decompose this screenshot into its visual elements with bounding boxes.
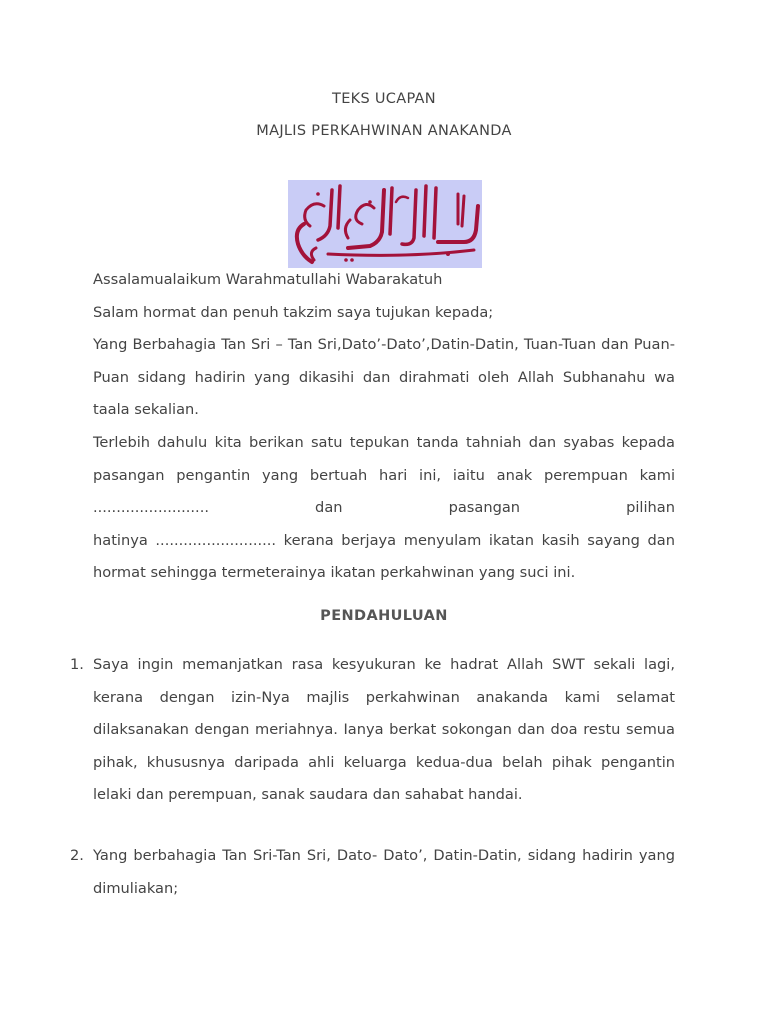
congrats-paragraph-part2: hatinya .......................... kerana berjaya menyulam ikatan kasih sayang dan hormat sehingga termeterainya ikatan perkahwinan yang suci ini. xyxy=(93,531,675,582)
address-paragraph: Yang Berbahagia Tan Sri – Tan Sri,Dato’-Dato’,Datin-Datin, Tuan-Tuan dan Puan-Puan sidang hadirin yang dikasihi dan dirahmati oleh Allah Subhanahu wa taala sekalian. xyxy=(93,336,675,419)
salutation-line: Salam hormat dan penuh takzim saya tujukan kepada; xyxy=(93,303,494,321)
document-subtitle: MAJLIS PERKAHWINAN ANAKANDA xyxy=(256,123,512,139)
list-item xyxy=(70,840,675,905)
list-item-text: Yang berbahagia Tan Sri-Tan Sri, Dato- Dato’, Datin-Datin, sidang hadirin yang dimuliakan; xyxy=(93,847,675,897)
list-item xyxy=(70,649,675,812)
opening-section xyxy=(93,264,675,590)
bismillah-calligraphy-icon xyxy=(288,180,482,268)
bismillah-calligraphy-image xyxy=(288,180,482,268)
list-item-number: 2. xyxy=(70,847,84,864)
document-title: TEKS UCAPAN xyxy=(332,91,436,107)
greeting-line: Assalamualaikum Warahmatullahi Wabarakatuh xyxy=(93,271,443,288)
congrats-paragraph-part1: Terlebih dahulu kita berikan satu tepukan tanda tahniah dan syabas kepada pasangan pengantin yang bertuah hari ini, iaitu anak perempuan kami ......................... dan pasangan pilihan xyxy=(93,433,675,517)
list-item-number: 1. xyxy=(70,656,84,673)
list-item-text: Saya ingin memanjatkan rasa kesyukuran ke hadrat Allah SWT sekali lagi, kerana dengan izin-Nya majlis perkahwinan anakanda kami selamat dilaksanakan dengan meriahnya. Ianya berkat sokongan dan doa restu semua pihak, khususnya daripada ahli keluarga kedua-dua belah pihak pengantin lelaki dan perempuan, sanak saudara dan sahabat handai. xyxy=(93,656,675,804)
section-heading-pendahuluan: PENDAHULUAN xyxy=(320,608,448,624)
